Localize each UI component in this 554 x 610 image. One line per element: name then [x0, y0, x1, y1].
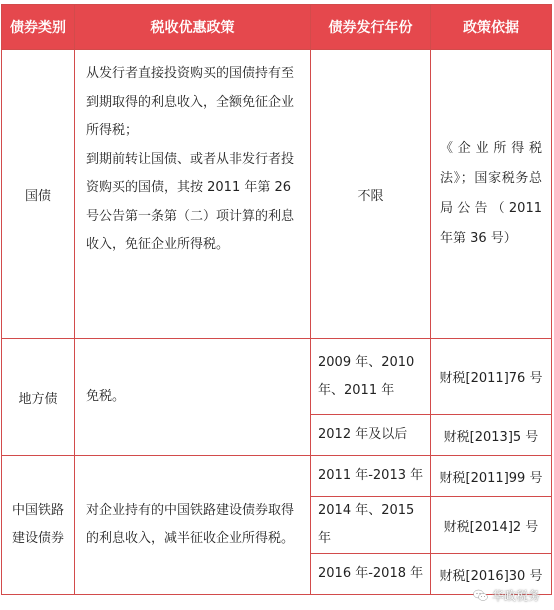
- table-row: [2, 456, 552, 497]
- row-policy: 免税。: [75, 339, 311, 456]
- row-year: 2009 年、2010 年、2011 年: [311, 339, 431, 415]
- wechat-icon: [473, 589, 488, 602]
- bond-tax-table: [1, 4, 552, 595]
- row-basis: 财税[2011]99 号: [431, 456, 552, 497]
- row-policy: 对企业持有的中国铁路建设债券取得的利息收入，减半征收企业所得税。: [75, 456, 311, 595]
- row-year: 2012 年及以后: [311, 415, 431, 456]
- header-year: 债券发行年份: [311, 5, 431, 50]
- watermark: [473, 587, 540, 604]
- row-year: 不限: [311, 50, 431, 339]
- row-category: 国债: [2, 50, 75, 339]
- table-row: [2, 339, 552, 415]
- table-row: [2, 50, 552, 339]
- header-category: 债券类别: [2, 5, 75, 50]
- row-basis: 财税[2013]5 号: [431, 415, 552, 456]
- basis-text: 《企业所得税法》；国家税务总局公告（2011 年第 36 号）: [440, 141, 542, 246]
- row-year: 2011 年-2013 年: [311, 456, 431, 497]
- policy-paragraph: 到期前转让国债、或者从非发行者投资购买的国债，其按 2011 年第 26 号公告第一条第（二）项计算的利息收入，免征企业所得税。: [86, 151, 295, 252]
- policy-paragraph: 从发行者直接投资购买的国债持有至到期取得的利息收入，全额免征企业所得税；: [86, 66, 295, 138]
- row-year: 2014 年、2015 年: [311, 497, 431, 554]
- row-basis: [431, 50, 552, 339]
- header-row: [2, 5, 552, 50]
- row-policy: [75, 50, 311, 339]
- row-category: 中国铁路建设债券: [2, 456, 75, 595]
- row-year: 2016 年-2018 年: [311, 554, 431, 595]
- row-basis: 财税[2014]2 号: [431, 497, 552, 554]
- header-basis: 政策依据: [431, 5, 552, 50]
- row-basis: 财税[2011]76 号: [431, 339, 552, 415]
- watermark-text: 华政税务: [491, 589, 540, 603]
- header-policy: 税收优惠政策: [75, 5, 311, 50]
- row-category: 地方债: [2, 339, 75, 456]
- row-basis: 财税[2016]30 号: [431, 554, 552, 595]
